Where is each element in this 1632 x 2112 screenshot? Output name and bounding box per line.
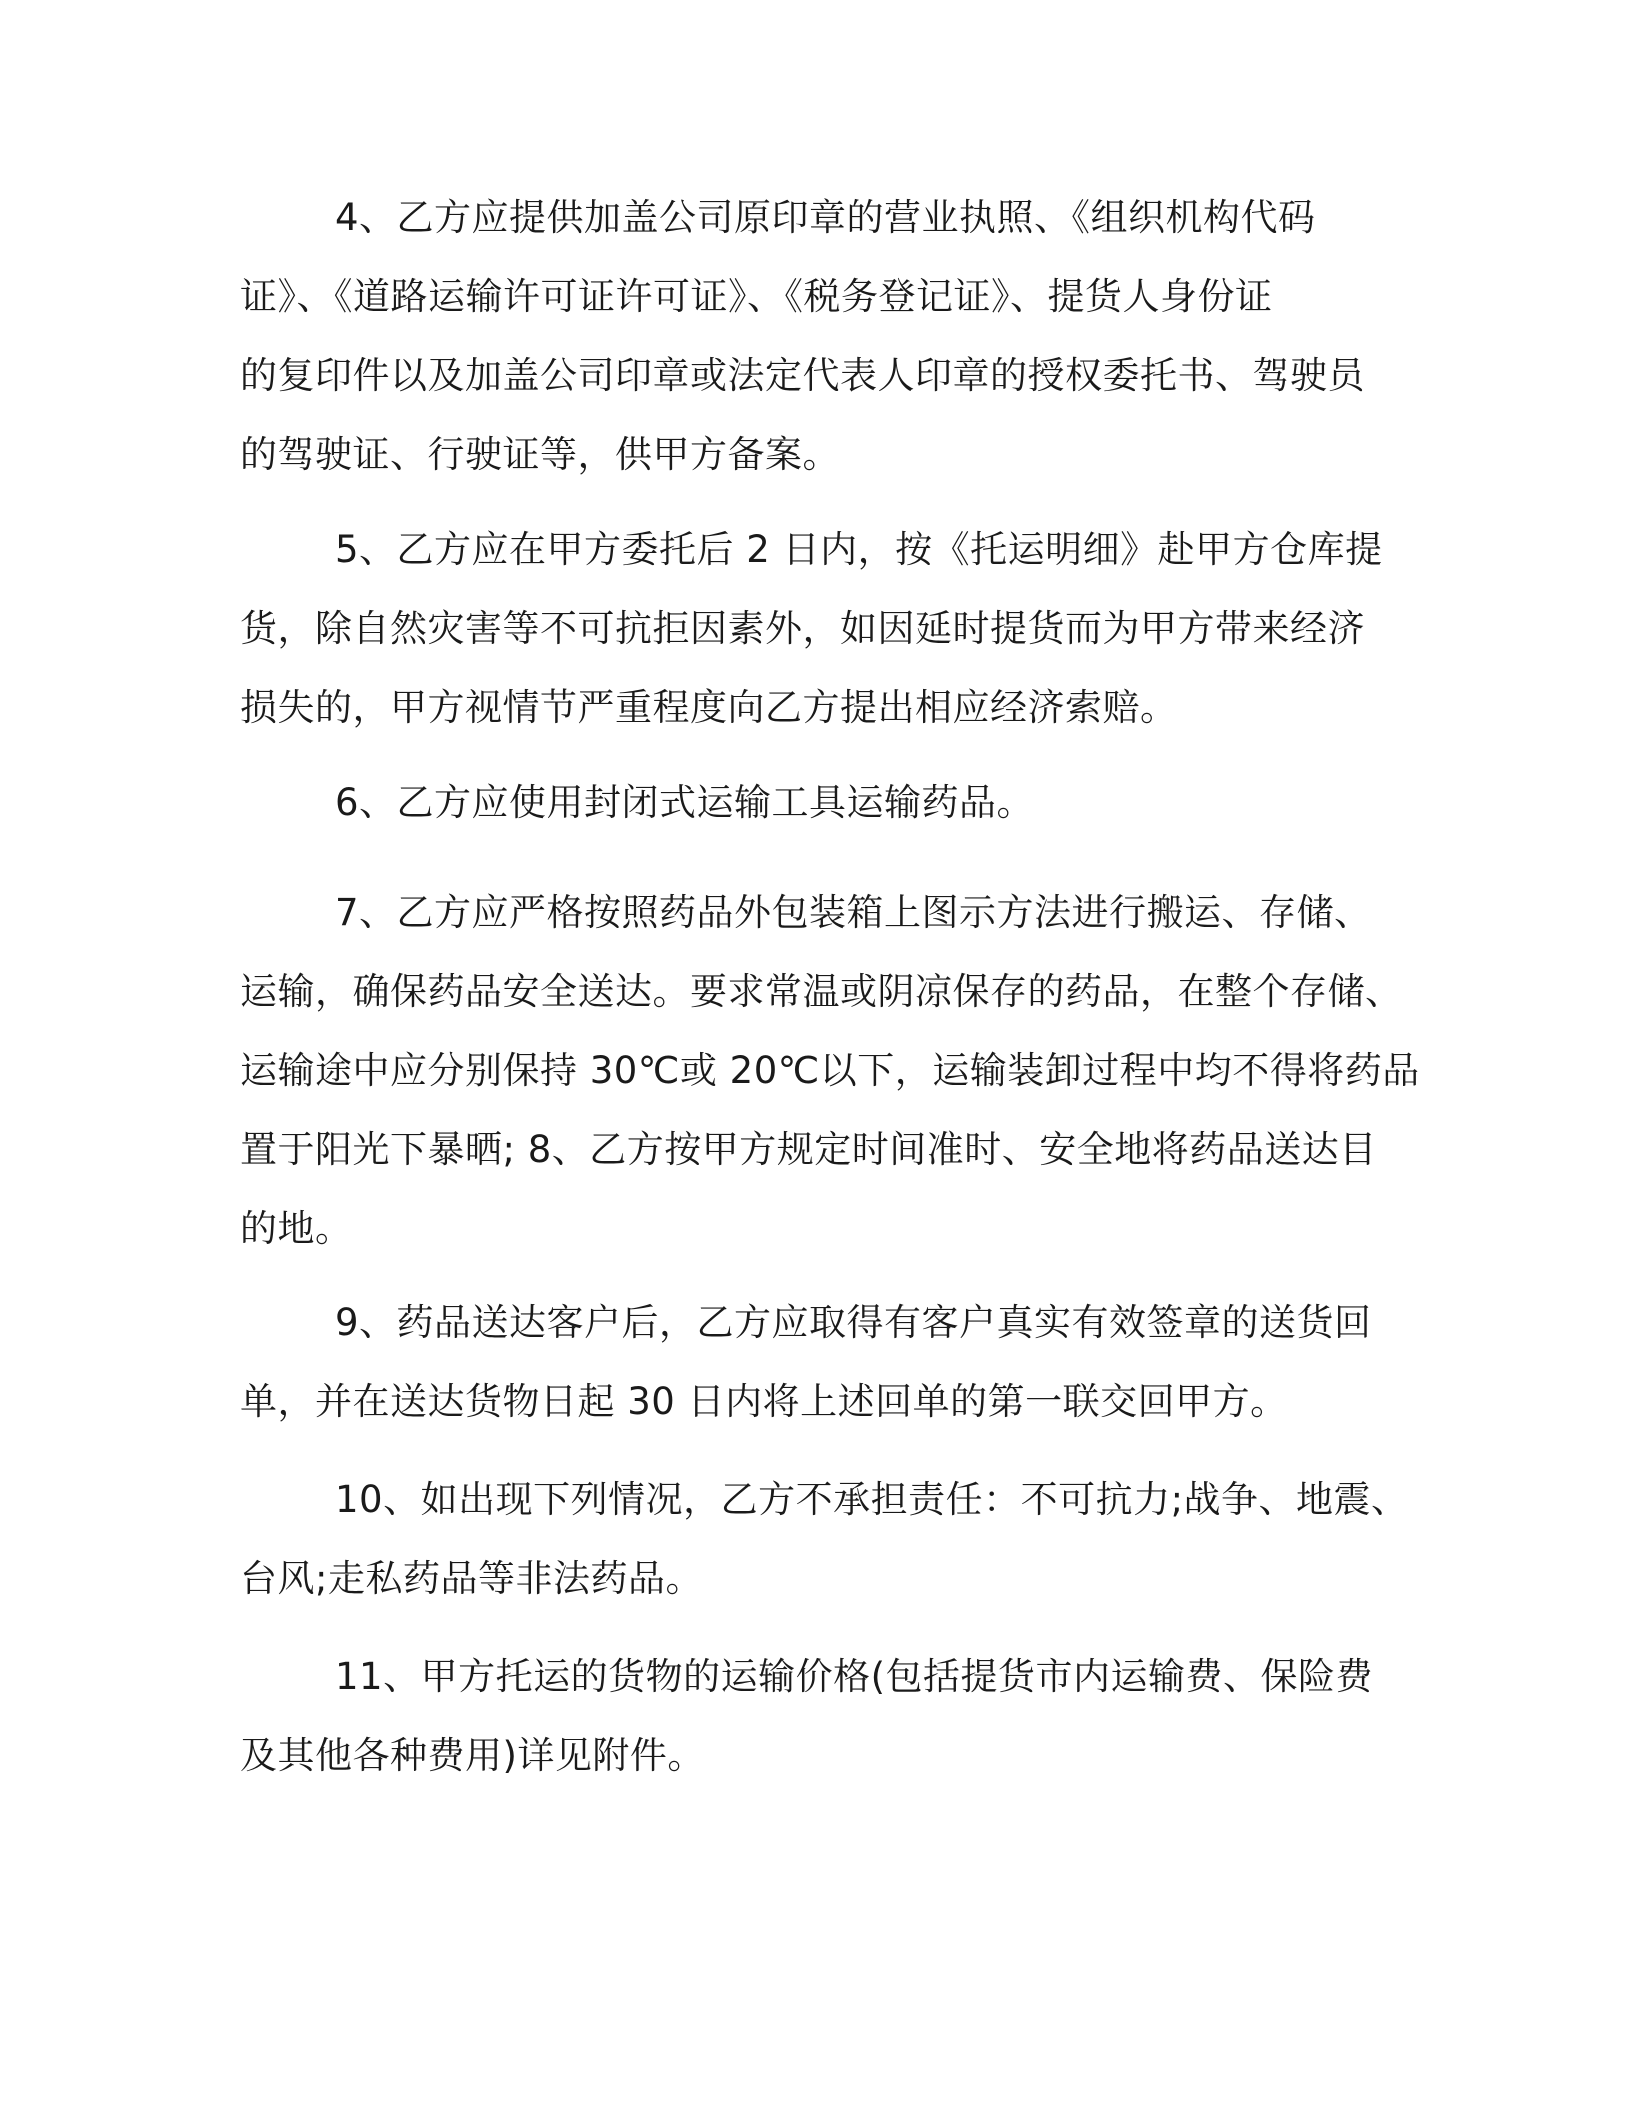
text-line: 及其他各种费用)详见附件。 <box>240 1734 705 1777</box>
text-line: 损失的，甲方视情节严重程度向乙方提出相应经济索赔。 <box>240 686 1178 729</box>
text-line: 6、乙方应使用封闭式运输工具运输药品。 <box>335 781 1035 824</box>
paragraph-clause-9 <box>240 1283 1390 1441</box>
text-line: 7、乙方应严格按照药品外包装箱上图示方法进行搬运、存储、 <box>335 891 1372 934</box>
text-line: 的复印件以及加盖公司印章或法定代表人印章的授权委托书、驾驶员 <box>240 354 1365 397</box>
text-line: 台风;走私药品等非法药品。 <box>240 1557 703 1600</box>
text-line: 运输途中应分别保持 30℃或 20℃以下，运输装卸过程中均不得将药品 <box>240 1049 1420 1092</box>
paragraph-clause-6 <box>240 763 1390 842</box>
text-line: 10、如出现下列情况，乙方不承担责任：不可抗力;战争、地震、 <box>335 1478 1409 1521</box>
paragraph-clause-7 <box>240 873 1420 1268</box>
text-line: 单，并在送达货物日起 30 日内将上述回单的第一联交回甲方。 <box>240 1380 1288 1423</box>
paragraph-clause-10 <box>240 1460 1409 1618</box>
text-line: 置于阳光下暴晒; 8、乙方按甲方规定时间准时、安全地将药品送达目 <box>240 1128 1377 1171</box>
text-line: 4、乙方应提供加盖公司原印章的营业执照、《组织机构代码 <box>335 196 1316 239</box>
text-line: 9、药品送达客户后，乙方应取得有客户真实有效签章的送货回 <box>335 1301 1372 1344</box>
text-line: 运输，确保药品安全送达。要求常温或阴凉保存的药品，在整个存储、 <box>240 970 1403 1013</box>
text-line: 11、甲方托运的货物的运输价格(包括提货市内运输费、保险费 <box>335 1655 1374 1698</box>
text-line: 5、乙方应在甲方委托后 2 日内，按《托运明细》赴甲方仓库提 <box>335 528 1383 571</box>
text-line: 货，除自然灾害等不可抗拒因素外，如因延时提货而为甲方带来经济 <box>240 607 1365 650</box>
paragraph-clause-5 <box>240 510 1390 747</box>
text-line: 证》、《道路运输许可证许可证》、《税务登记证》、提货人身份证 <box>240 275 1273 318</box>
paragraph-clause-11 <box>240 1637 1390 1795</box>
paragraph-clause-4 <box>240 178 1390 494</box>
text-line: 的驾驶证、行驶证等，供甲方备案。 <box>240 433 840 476</box>
text-line: 的地。 <box>240 1207 353 1250</box>
